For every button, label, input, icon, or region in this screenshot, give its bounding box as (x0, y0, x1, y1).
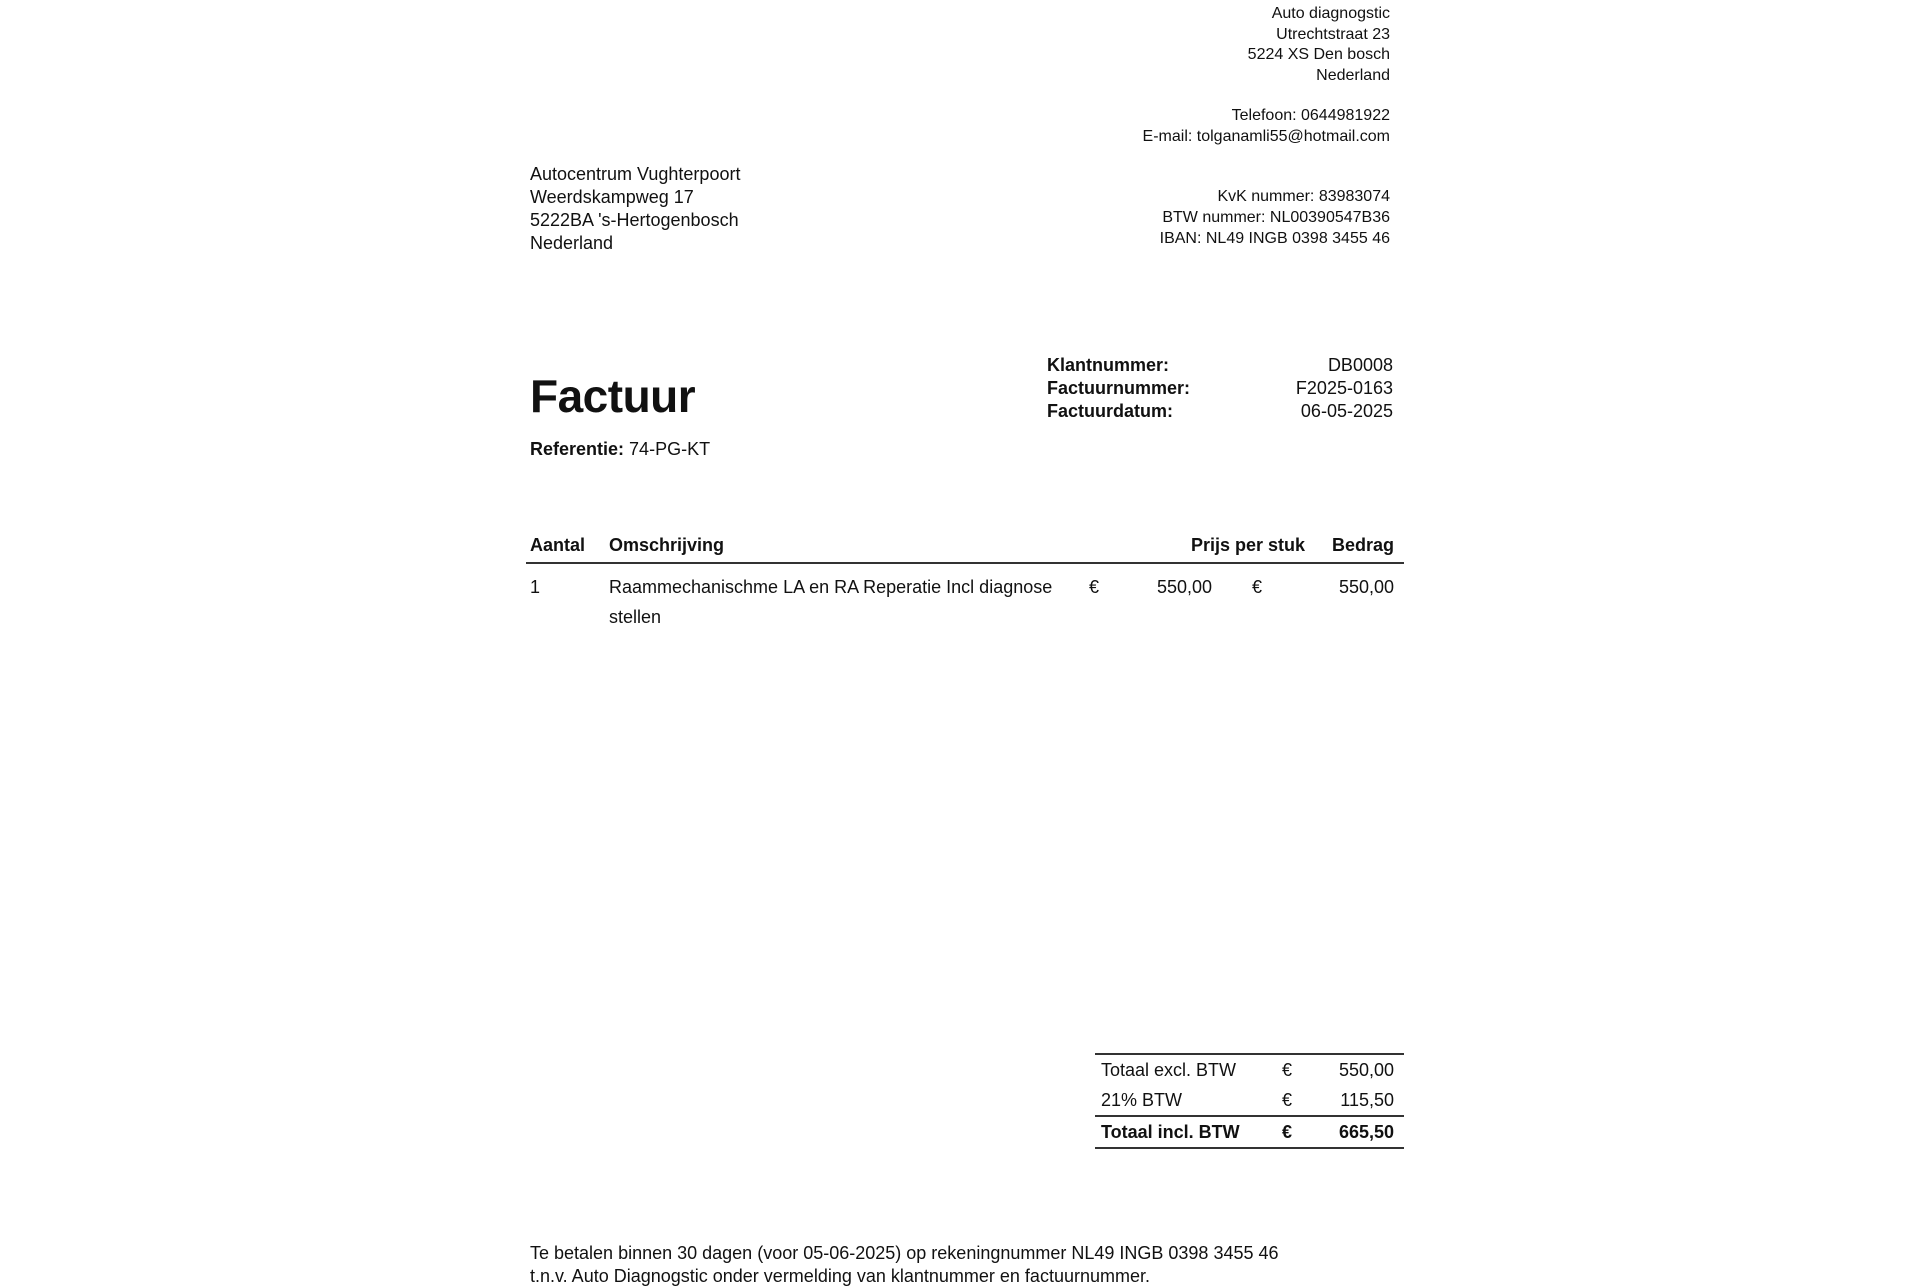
row-price-currency: € (1089, 577, 1100, 597)
totals-table (1095, 1053, 1404, 1149)
invoice-reference (530, 438, 710, 460)
vat-label: 21% BTW (1101, 1089, 1183, 1110)
iban-number: IBAN: NL49 INGB 0398 3455 46 (1159, 230, 1390, 247)
header-description: Omschrijving (609, 534, 725, 555)
row-description-line2: stellen (609, 607, 662, 627)
totals-incl-row (1095, 1115, 1404, 1149)
total-incl-label: Totaal incl. BTW (1101, 1121, 1240, 1142)
totals-excl-row (1095, 1055, 1404, 1085)
reference-value: 74-PG-KT (629, 439, 711, 459)
invoice-number-label: Factuurnummer: (1047, 378, 1191, 398)
row-description-line1: Raammechanischme LA en RA Reperatie Incl diagnose (609, 577, 1053, 597)
payment-terms-line2: t.n.v. Auto Diagnogstic onder vermelding van klantnummer en factuurnummer. (530, 1266, 1150, 1286)
registration-info (1160, 186, 1390, 249)
items-table-header (526, 528, 1404, 564)
invoice-date-value: 06-05-2025 (1300, 401, 1393, 421)
sender-postal-city: 5224 XS Den bosch (1247, 46, 1390, 63)
header-unit-price: Prijs per stuk (1190, 534, 1305, 555)
meta-invoice-date-row (1047, 400, 1393, 423)
recipient-address (530, 163, 740, 255)
sender-name: Auto diagnogstic (1271, 5, 1390, 22)
row-amount-currency: € (1252, 577, 1263, 597)
payment-terms-line1: Te betalen binnen 30 dagen (voor 05-06-2025) op rekeningnummer NL49 INGB 0398 3455 46 (530, 1243, 1279, 1263)
payment-terms (530, 1242, 1279, 1288)
recipient-name: Autocentrum Vughterpoort (530, 164, 741, 184)
btw-number: BTW nummer: NL00390547B36 (1162, 209, 1390, 226)
invoice-title: Factuur (530, 370, 696, 422)
row-qty: 1 (530, 577, 541, 597)
customer-number-value: DB0008 (1327, 355, 1393, 375)
table-row (526, 564, 1404, 632)
total-incl-value: 665,50 (1338, 1121, 1394, 1142)
sender-phone: Telefoon: 0644981922 (1231, 107, 1390, 124)
sender-email: E-mail: tolganamli55@hotmail.com (1142, 127, 1390, 145)
total-excl-currency: € (1282, 1059, 1293, 1080)
recipient-country: Nederland (530, 233, 614, 253)
meta-invoice-number-row (1047, 377, 1393, 400)
meta-customer-row (1047, 354, 1393, 377)
row-unit-price: 550,00 (1156, 577, 1212, 597)
header-amount: Bedrag (1331, 534, 1394, 555)
row-amount: 550,00 (1338, 577, 1394, 597)
row-description (609, 572, 1089, 632)
recipient-postal-city: 5222BA 's-Hertogenbosch (530, 210, 739, 230)
vat-currency: € (1282, 1089, 1293, 1110)
items-table (526, 528, 1404, 632)
invoice-number-value: F2025-0163 (1295, 378, 1393, 398)
totals-vat-row (1095, 1085, 1404, 1115)
customer-number-label: Klantnummer: (1047, 355, 1170, 375)
recipient-street: Weerdskampweg 17 (530, 187, 694, 207)
reference-label: Referentie: (530, 439, 625, 459)
invoice-meta (1047, 354, 1393, 423)
vat-value: 115,50 (1340, 1089, 1394, 1110)
sender-street: Utrechtstraat 23 (1276, 25, 1390, 43)
sender-country: Nederland (1316, 66, 1390, 84)
sender-address (1143, 4, 1390, 147)
header-qty: Aantal (530, 534, 586, 555)
total-incl-currency: € (1282, 1121, 1293, 1142)
kvk-number: KvK nummer: 83983074 (1217, 188, 1390, 205)
total-excl-value: 550,00 (1338, 1059, 1394, 1080)
total-excl-label: Totaal excl. BTW (1101, 1059, 1237, 1080)
invoice-date-label: Factuurdatum: (1047, 401, 1173, 421)
